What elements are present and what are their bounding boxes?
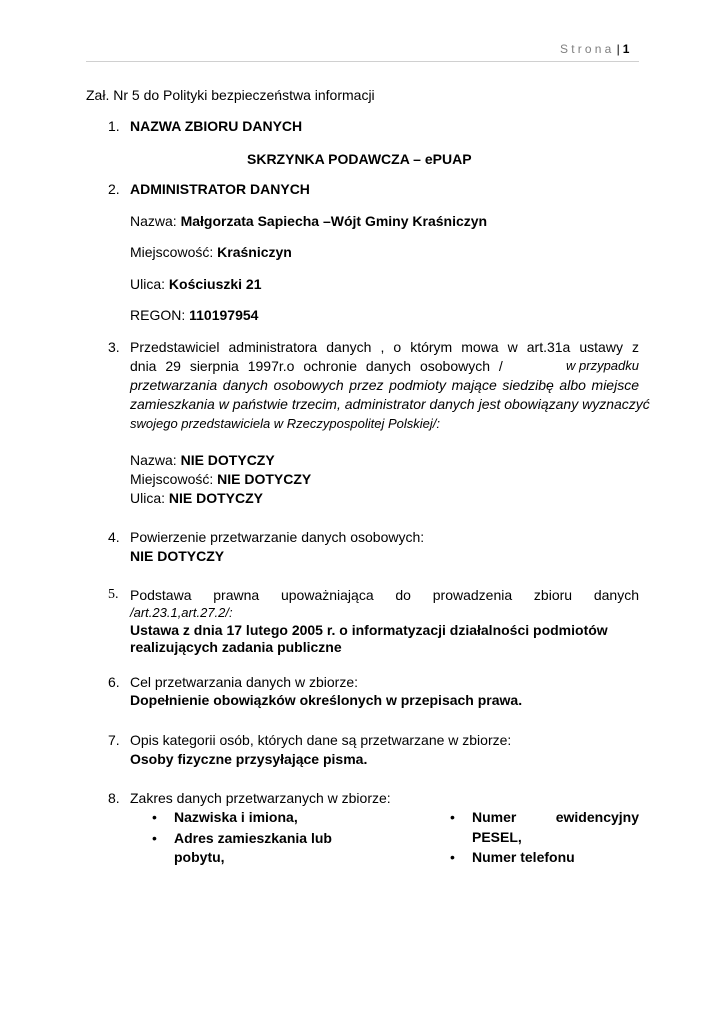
right-item-2: Numer telefonu	[472, 849, 575, 865]
section-2-number: 2.	[108, 181, 120, 197]
rep-name-line	[130, 451, 275, 469]
rep-street-label: Ulica:	[130, 490, 169, 506]
section-3-line-4: zamieszkania w państwie trzecim, administrator danych jest obowiązany wyznaczyć	[130, 396, 650, 412]
admin-name-line	[130, 212, 487, 230]
rep-street-line	[130, 489, 263, 507]
bullet-icon: •	[152, 830, 157, 846]
section-3-line-5	[130, 414, 440, 433]
right-item-1-cont: PESEL,	[472, 829, 522, 845]
rep-name-value: NIE DOTYCZY	[180, 452, 275, 468]
bullet-icon: •	[450, 809, 455, 825]
admin-regon-label: REGON:	[130, 307, 190, 323]
section-4-label: Powierzenie przetwarzanie danych osobowych:	[130, 529, 425, 545]
left-item-2-cont: pobytu,	[174, 849, 225, 865]
rep-city-value: NIE DOTYCZY	[217, 471, 312, 487]
bullet-icon: •	[450, 849, 455, 865]
section-3-number: 3.	[108, 339, 120, 355]
admin-street-value: Kościuszki 21	[168, 276, 262, 292]
admin-street-line	[130, 275, 262, 293]
section-3-line-2	[130, 357, 639, 375]
admin-regon-value: 110197954	[189, 307, 259, 323]
section-7-value: Osoby fizyczne przysyłające pisma.	[130, 751, 368, 767]
header-page-number: 1	[622, 42, 630, 56]
section-5-number: 5.	[108, 587, 119, 602]
intro-text: Zał. Nr 5 do Polityki bezpieczeństwa informacji	[86, 87, 375, 103]
admin-regon-line	[130, 306, 258, 324]
section-8-number: 8.	[108, 790, 120, 806]
section-1-number: 1.	[108, 118, 120, 134]
rep-city-label: Miejscowość:	[130, 471, 218, 487]
section-8-label: Zakres danych przetwarzanych w zbiorze:	[130, 790, 391, 806]
section-3-line-5b: /:	[432, 416, 440, 431]
bullet-icon: •	[152, 809, 157, 825]
section-6-number: 6.	[108, 674, 120, 690]
page-header	[560, 42, 680, 62]
section-2-title: ADMINISTRATOR DANYCH	[130, 181, 310, 197]
admin-city-line	[130, 243, 292, 261]
section-7-number: 7.	[108, 732, 120, 748]
section-3-line-2b: w przypadku	[566, 358, 639, 373]
section-7-label: Opis kategorii osób, których dane są przetwarzane w zbiorze:	[130, 732, 512, 748]
section-5-line-1: Podstawa prawna upoważniająca do prowadzenia zbioru danych	[130, 587, 639, 603]
section-4-number: 4.	[108, 529, 120, 545]
section-6-value: Dopełnienie obowiązków określonych w przepisach prawa.	[130, 692, 523, 708]
admin-city-value: Kraśniczyn	[217, 244, 292, 260]
section-3-line-5a: swojego przedstawiciela w Rzeczypospolitej Polskiej	[130, 416, 433, 431]
admin-name-label: Nazwa:	[130, 213, 181, 229]
section-1-value: SKRZYNKA PODAWCZA – ePUAP	[247, 151, 472, 167]
section-5-value-line-1: Ustawa z dnia 17 lutego 2005 r. o informatyzacji działalności podmiotów	[130, 622, 608, 638]
left-item-2: Adres zamieszkania lub	[174, 830, 332, 846]
left-item-1: Nazwiska i imiona,	[174, 809, 298, 825]
rep-name-label: Nazwa:	[130, 452, 181, 468]
section-6-label: Cel przetwarzania danych w zbiorze:	[130, 674, 358, 690]
section-3-line-3: przetwarzania danych osobowych przez podmioty mające siedzibę albo miejsce	[130, 377, 639, 393]
header-separator: |	[616, 42, 620, 56]
section-3-line-1: Przedstawiciel administratora danych , o którym mowa w art.31a ustawy z	[130, 339, 639, 355]
rep-street-value: NIE DOTYCZY	[168, 490, 264, 506]
section-5-value-line-2: realizujących zadania publiczne	[130, 639, 342, 655]
section-5-line-2: /art.23.1,art.27.2/:	[130, 605, 233, 620]
admin-city-label: Miejscowość:	[130, 244, 218, 260]
rep-city-line	[130, 470, 311, 488]
section-4-value: NIE DOTYCZY	[130, 548, 225, 564]
admin-street-label: Ulica:	[130, 276, 169, 292]
admin-name-value: Małgorzata Sapiecha –Wójt Gminy Kraśniczyn	[180, 213, 488, 229]
section-3-line-2a: dnia 29 sierpnia 1997r.o ochronie danych osobowych /	[130, 358, 503, 374]
section-1-title: NAZWA ZBIORU DANYCH	[130, 118, 303, 134]
header-divider	[86, 61, 639, 62]
right-item-1: Numer ewidencyjny	[472, 809, 639, 825]
header-strona: Strona	[560, 42, 615, 56]
